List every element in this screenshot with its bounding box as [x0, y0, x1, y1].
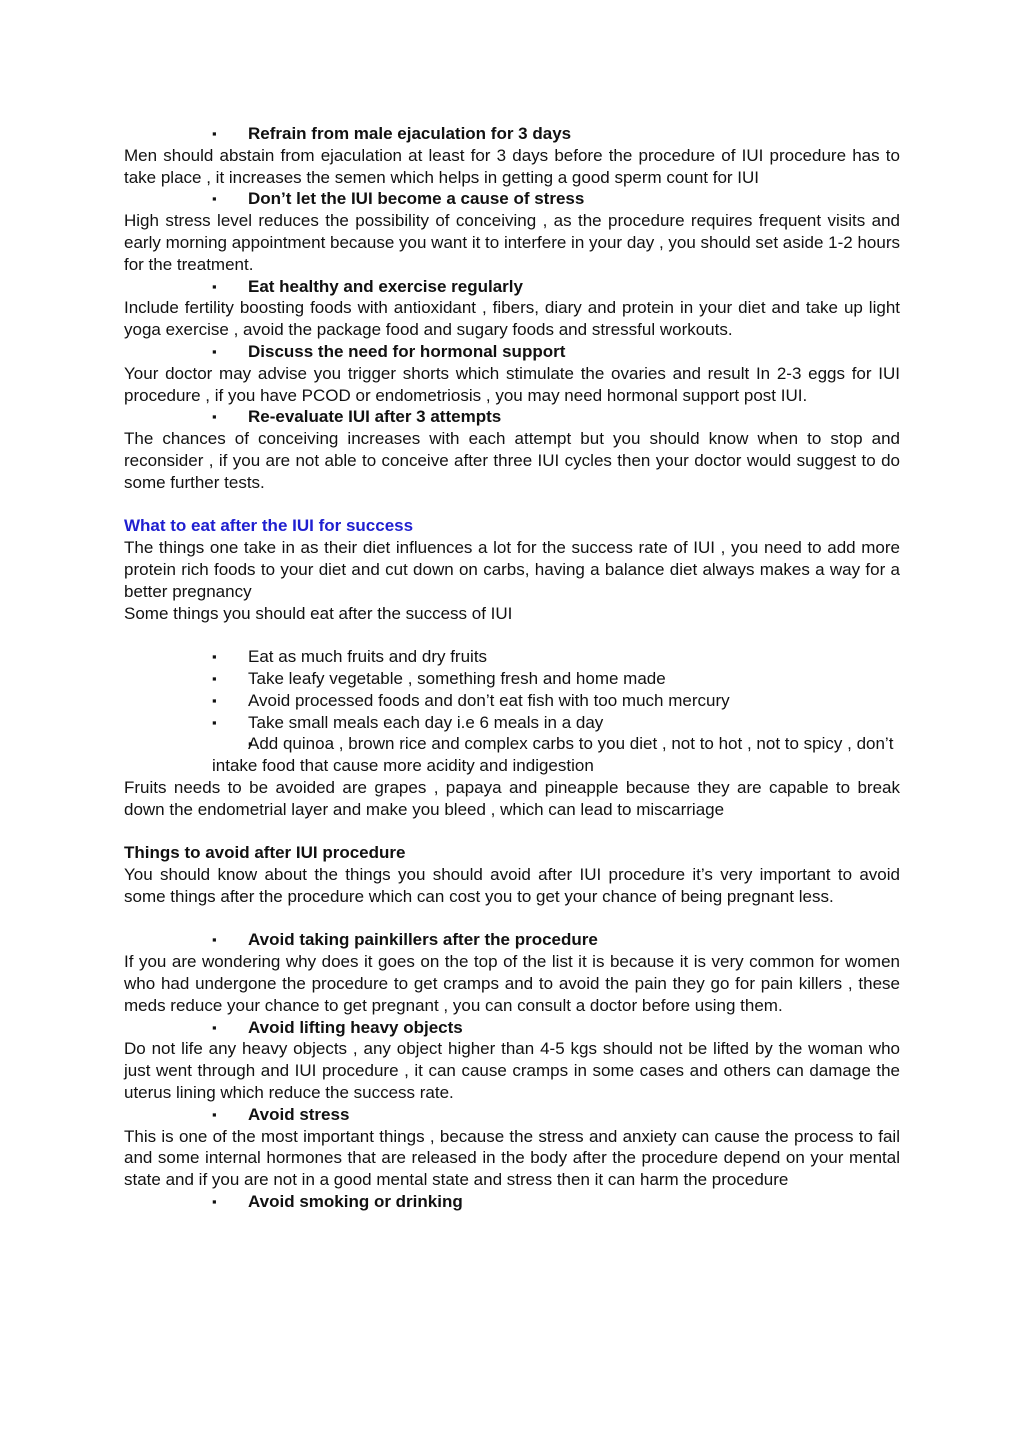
section-heading-eat: What to eat after the IUI for success — [124, 516, 414, 536]
tip-heading: ▪ Re-evaluate IUI after 3 attempts — [124, 406, 900, 428]
tip-body: This is one of the most important things , because the stress and anxiety can cause the process to fail and some internal hormones that are released in the body after the procedure depend on your mental state and if you are not in a good mental state and stress then it can harm the procedure — [124, 1126, 900, 1190]
tip-heading: ▪ Don’t let the IUI become a cause of stress — [124, 188, 900, 210]
tip-body: Include fertility boosting foods with antioxidant , fibers, diary and protein in your diet and take up light yoga exercise , avoid the package food and sugary foods and stressful workouts. — [124, 298, 900, 340]
section-intro: You should know about the things you should avoid after IUI procedure it’s very important to avoid some things after the procedure which can cost you to get your chance of being pregnant less. — [124, 865, 900, 906]
section-intro: The things one take in as their diet influences a lot for the success rate of IUI , you need to add more protein rich foods to your diet and cut down on carbs, having a balance diet always makes a way for a better pregnancy — [124, 538, 900, 601]
section-outro: Fruits needs to be avoided are grapes , papaya and pineapple because they are capable to break down the endometrial layer and make you bleed , which can lead to miscarriage — [124, 777, 900, 819]
tip-heading: ▪ Avoid taking painkillers after the procedure — [124, 929, 900, 951]
list-item: ▪ Take leafy vegetable , something fresh and home made — [124, 668, 900, 690]
tip-body: High stress level reduces the possibility of conceiving , as the procedure requires frequent visits and early morning appointment because you want it to interfere in your day , you should set aside 1-2 hours for the treatment. — [124, 211, 900, 274]
tip-heading: ▪ Discuss the need for hormonal support — [124, 341, 900, 363]
tip-heading: ▪ Eat healthy and exercise regularly — [124, 276, 900, 298]
tip-body: The chances of conceiving increases with each attempt but you should know when to stop and reconsider , if you are not able to conceive after three IUI cycles then your doctor would suggest to do some further tests. — [124, 429, 900, 492]
spacer — [124, 494, 900, 516]
tip-body: Your doctor may advise you trigger shorts which stimulate the ovaries and result In 2-3 eggs for IUI procedure , if you have PCOD or endometriosis , you may need hormonal support post IUI. — [124, 363, 900, 405]
tip-heading: ▪ Avoid lifting heavy objects — [124, 1017, 900, 1039]
tip-body: Do not life any heavy objects , any object higher than 4-5 kgs should not be lifted by the woman who just went through and IUI procedure , it can cause cramps in some cases and others can damage the uterus lining which reduce the success rate. — [124, 1039, 900, 1103]
spacer — [124, 908, 900, 930]
spacer — [124, 821, 900, 843]
tip-body: If you are wondering why does it goes on the top of the list it is because it is very common for women who had undergone the procedure to get cramps and to avoid the pain they go for pain killers , these meds reduce your chance to get pregnant , you can consult a doctor before using them. — [124, 952, 900, 1015]
spacer — [124, 624, 900, 646]
tip-body: Men should abstain from ejaculation at least for 3 days before the procedure of IUI procedure has to take place , it increases the semen which helps in getting a good sperm count for IUI — [124, 145, 900, 187]
section-lead: Some things you should eat after the success of IUI — [124, 603, 513, 623]
tip-heading: ▪ Avoid smoking or drinking — [124, 1191, 900, 1213]
document-page — [124, 123, 900, 1213]
section-heading-avoid: Things to avoid after IUI procedure — [124, 843, 406, 863]
tip-heading: ▪ Avoid stress — [124, 1104, 900, 1126]
list-item: ▪ Avoid processed foods and don’t eat fish with too much mercury — [124, 690, 900, 712]
tip-heading: ▪ Refrain from male ejaculation for 3 days — [124, 123, 900, 145]
list-item: ▪ Take small meals each day i.e 6 meals in a day — [124, 712, 900, 734]
list-item: ▪ Add quinoa , brown rice and complex carbs to you diet , not to hot , not to spicy , don’t intake food that cause more acidity and indigestion — [124, 733, 900, 777]
list-item: ▪ Eat as much fruits and dry fruits — [124, 646, 900, 668]
